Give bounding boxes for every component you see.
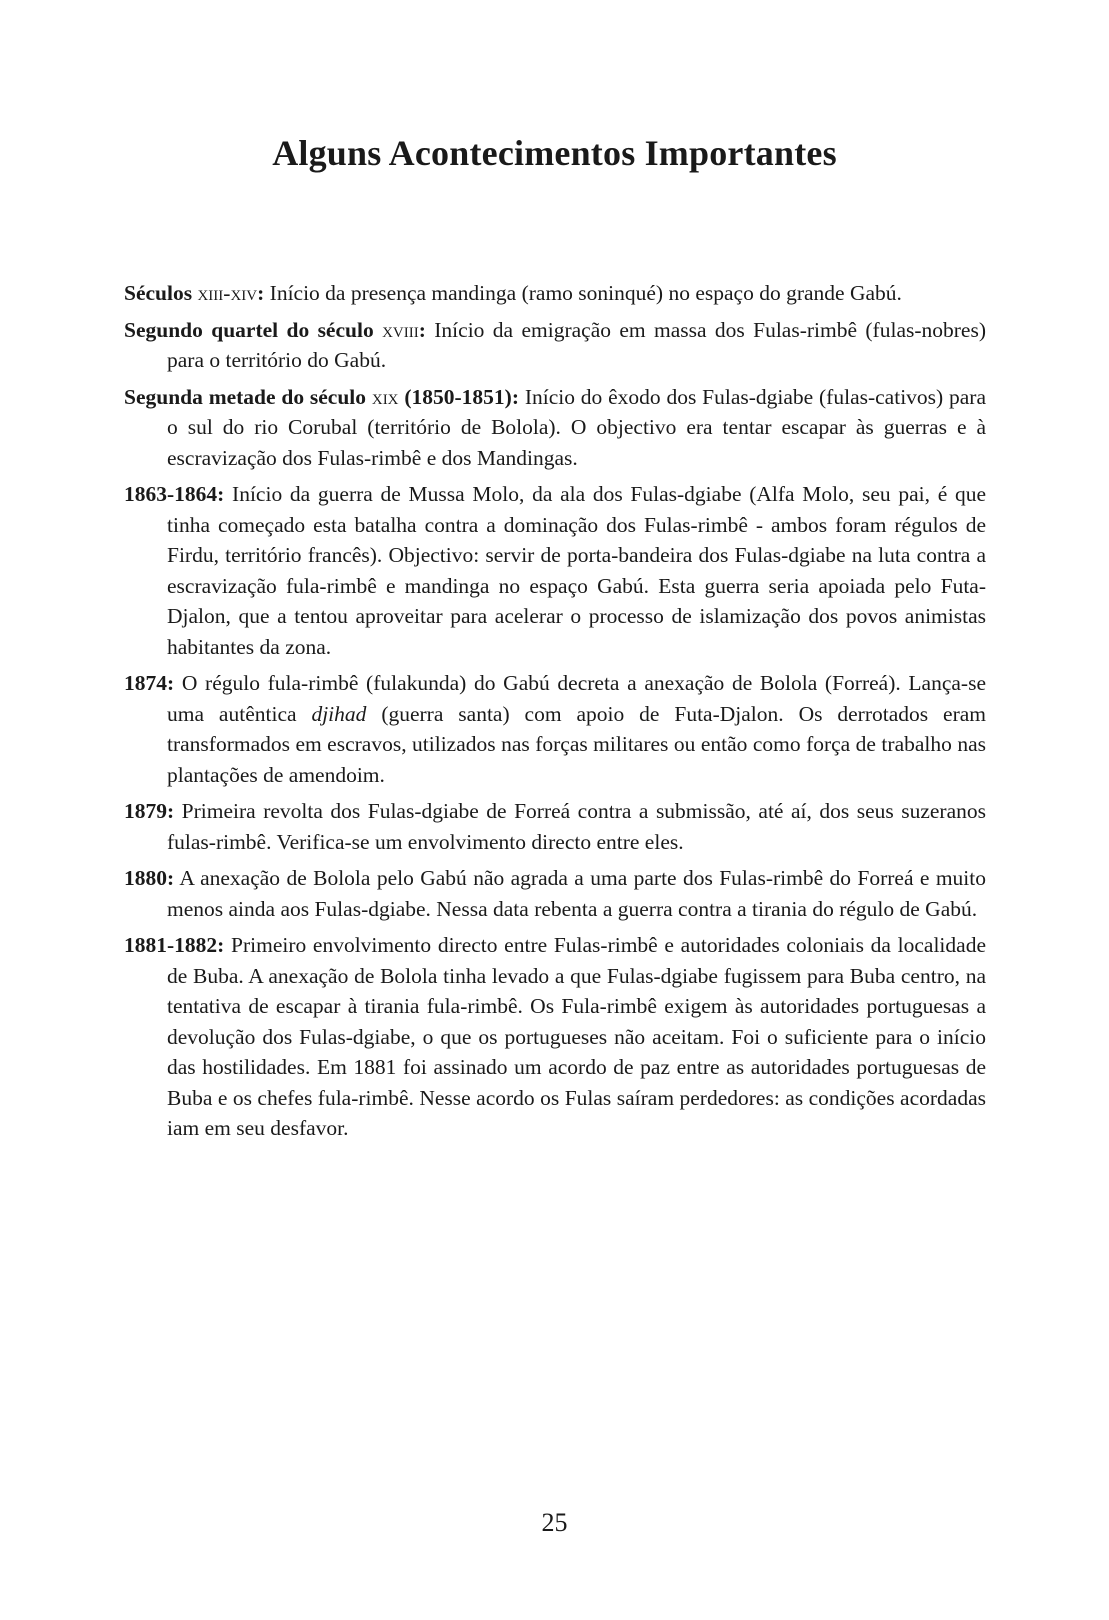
entry-label xyxy=(124,385,519,409)
event-entry-seculo-xix xyxy=(124,382,986,474)
entry-text: A anexação de Bolola pelo Gabú não agrada a uma parte dos Fulas-rimbê do Forreá e muito menos ainda aos Fulas-dgiabe. Nessa data rebenta a guerra contra a tirania do régulo de Gabú. xyxy=(167,866,986,921)
century-numeral: xiii-xiv xyxy=(197,281,258,305)
entry-label-suffix: (1850-1851): xyxy=(398,384,519,409)
entry-label xyxy=(124,318,426,342)
page-title: Alguns Acontecimentos Importantes xyxy=(272,133,837,173)
entry-label xyxy=(124,281,264,305)
events-list xyxy=(124,278,986,1150)
entry-text: Primeiro envolvimento directo entre Fulas-rimbê e autoridades coloniais da localidade de Buba. A anexação de Bolola tinha levado a que Fulas-dgiabe fugissem para Buba centro, na tentativa de escapar à tirania fula-rimbê. Os Fula-rimbê exigem às autoridades portuguesas a devolução dos Fulas-dgiabe, o que os portugueses não aceitam. Foi o suficiente para o início das hostilidades. Em 1881 foi assinado um acordo de paz entre as autoridades portuguesas de Buba e os chefes fula-rimbê. Nesse acordo os Fulas saíram perdedores: as condições acordadas iam em seu desfavor. xyxy=(167,933,986,1140)
event-entry-seculos-xiii-xiv xyxy=(124,278,986,309)
entry-label: 1881-1882: xyxy=(124,933,225,957)
entry-text-continued: (guerra santa) com apoio de Futa-Djalon. Os derrotados eram transformados em escravos, utilizados nas forças militares ou então como força de trabalho nas plantações de amendoim. xyxy=(167,701,987,787)
event-entry-1881-1882 xyxy=(124,930,986,1144)
event-entry-seculo-xviii xyxy=(124,315,986,376)
entry-text: O régulo fula-rimbê (fulakunda) do Gabú decreta a anexação de Bolola (Forreá). Lança-se uma autêntica xyxy=(167,671,986,726)
entry-label: 1874: xyxy=(124,671,175,695)
century-numeral: xix xyxy=(371,384,399,409)
century-numeral: xviii xyxy=(382,317,419,342)
event-entry-1863-1864 xyxy=(124,479,986,662)
entry-label-text: Segunda metade do século xyxy=(124,384,372,409)
entry-text: Início da guerra de Mussa Molo, da ala dos Fulas-dgiabe (Alfa Molo, seu pai, é que tinha começado esta batalha contra a dominação dos Fulas-rimbê - ambos foram régulos de Firdu, território francês). Objectivo: servir de porta-bandeira dos Fulas-dgiabe na luta contra a escravização fula-rimbê e mandinga no espaço Gabú. Esta guerra seria apoiada pelo Futa-Djalon, que a tentou aproveitar para acelerar o processo de islamização dos povos animistas habitantes da zona. xyxy=(167,482,986,659)
entry-label: 1880: xyxy=(124,866,175,890)
entry-italic-term: djihad xyxy=(311,701,367,726)
event-entry-1880 xyxy=(124,863,986,924)
entry-text: Início da emigração em massa dos Fulas-rimbê (fulas-nobres) para o território do Gabú. xyxy=(167,317,986,372)
entry-label-suffix: : xyxy=(257,281,265,305)
entry-text: Início do êxodo dos Fulas-dgiabe (fulas-cativos) para o sul do rio Corubal (território de Bolola). O objectivo era tentar escapar às guerras e à escravização dos Fulas-rimbê e dos Mandingas. xyxy=(167,384,987,470)
entry-text: Início da presença mandinga (ramo soninqué) no espaço do grande Gabú. xyxy=(264,281,902,305)
entry-label: 1879: xyxy=(124,799,175,823)
entry-text: Primeira revolta dos Fulas-dgiabe de Forreá contra a submissão, até aí, dos seus suzeranos fulas-rimbê. Verifica-se um envolvimento directo entre eles. xyxy=(167,799,986,854)
event-entry-1874 xyxy=(124,668,986,790)
entry-label: 1863-1864: xyxy=(124,482,225,506)
page-number: 25 xyxy=(541,1508,568,1537)
entry-label-text: Segundo quartel do século xyxy=(124,317,383,342)
entry-label-suffix: : xyxy=(418,317,426,342)
entry-label-text: Séculos xyxy=(124,281,198,305)
event-entry-1879 xyxy=(124,796,986,857)
